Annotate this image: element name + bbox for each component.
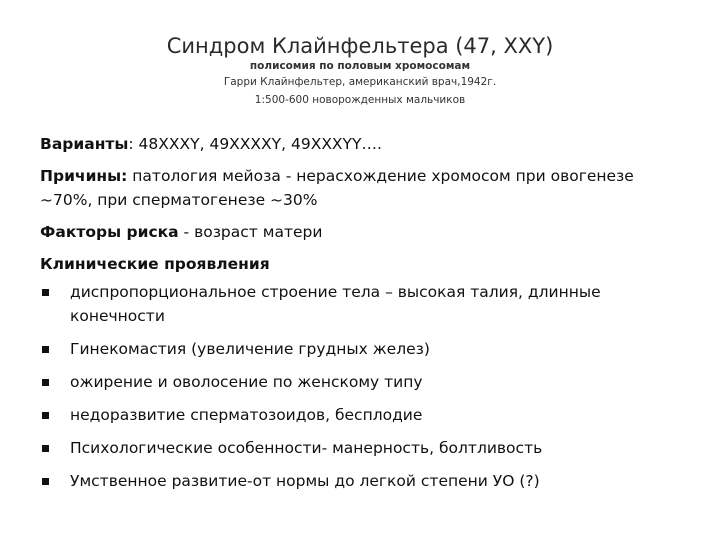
variants-text: : 48XXXY, 49XXXXY, 49XXXYY…. <box>128 135 382 153</box>
clinical-list <box>40 280 680 493</box>
square-bullet-icon <box>42 412 49 419</box>
risk-paragraph <box>40 220 680 244</box>
slide-title: Синдром Клайнфельтера (47, XXY) <box>166 34 554 58</box>
author-line: Гарри Клайнфельтер, американский врач,1942г. <box>223 76 497 88</box>
variants-paragraph <box>40 132 680 156</box>
list-item-text: недоразвитие сперматозоидов, бесплодие <box>70 406 423 424</box>
clinical-heading: Клинические проявления <box>40 255 270 273</box>
risk-text: - возраст матери <box>178 223 323 241</box>
list-item-text: Умственное развитие-от нормы до легкой степени УО (?) <box>70 472 540 490</box>
list-item <box>40 436 680 460</box>
slide-subtitle: полисомия по половым хромосомам <box>249 60 471 72</box>
list-item-text: ожирение и оволосение по женскому типу <box>70 373 423 391</box>
square-bullet-icon <box>42 379 49 386</box>
causes-paragraph <box>40 164 680 212</box>
causes-text: патология мейоза - нерасхождение хромосом при овогенезе ~70%, при сперматогенезе ~30% <box>40 167 634 209</box>
risk-label: Факторы риска <box>40 223 179 241</box>
list-item <box>40 337 680 361</box>
list-item <box>40 403 680 427</box>
title-block <box>0 32 720 109</box>
list-item <box>40 280 680 328</box>
list-item <box>40 370 680 394</box>
causes-label: Причины: <box>40 167 128 185</box>
list-item-text: Гинекомастия (увеличение грудных желез) <box>70 340 430 358</box>
slide-content <box>40 126 680 502</box>
square-bullet-icon <box>42 346 49 353</box>
square-bullet-icon <box>42 445 49 452</box>
frequency-line: 1:500-600 новорожденных мальчиков <box>254 94 466 106</box>
list-item-text: диспропорциональное строение тела – высокая талия, длинные конечности <box>70 283 601 325</box>
variants-label: Варианты <box>40 135 129 153</box>
square-bullet-icon <box>42 478 49 485</box>
list-item-text: Психологические особенности- манерность, болтливость <box>70 439 543 457</box>
square-bullet-icon <box>42 289 49 296</box>
list-item <box>40 469 680 493</box>
